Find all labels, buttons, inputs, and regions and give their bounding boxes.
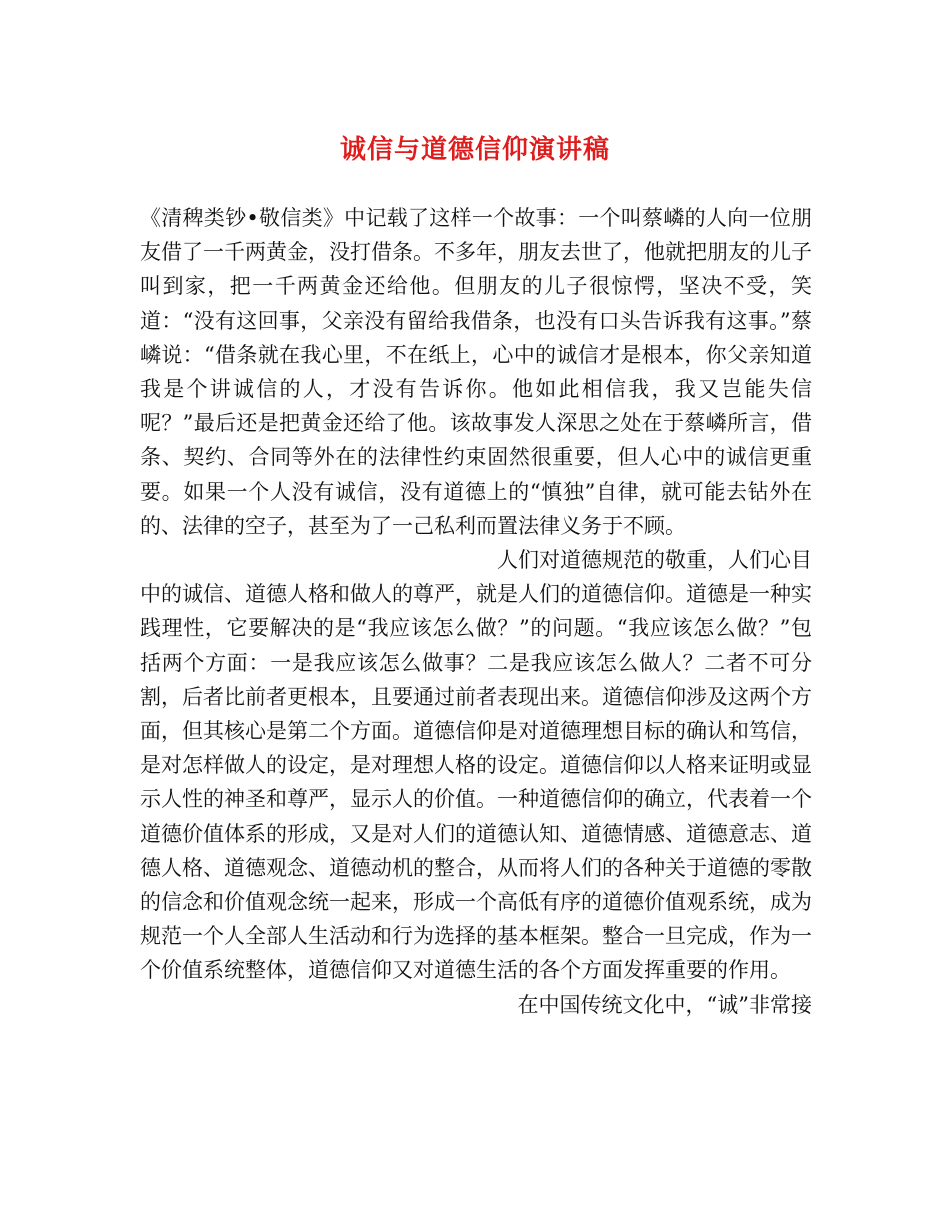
paragraph-moral-belief: 中的诚信、道德人格和做人的尊严，就是人们的道德信仰。道德是一种实践理性，它要解决的是“我应该怎么做？”的问题。“我应该怎么做？”包括两个方面：一是我应该怎么做事？二是我应该怎么做人？二者不可分割，后者比前者更根本，且要通过前者表现出来。道德信仰涉及这两个方面，但其核心是第二个方面。道德信仰是对道德理想目标的确认和笃信，是对怎样做人的设定，是对理想人格的设定。道德信仰以人格来证明或显示人性的神圣和尊严，显示人的价值。一种道德信仰的确立，代表着一个道德价值体系的形成，又是对人们的道德认知、道德情感、道德意志、道德人格、道德观念、道德动机的整合，从而将人们的各种关于道德的零散的信念和价值观念统一起来，形成一个高低有序的道德价值观系统，成为规范一个人全部人生活动和行为选择的基本框架。整合一旦完成，作为一个价值系统整体，道德信仰又对道德生活的各个方面发挥重要的作用。 (140, 582, 812, 983)
paragraph-fragment-start: 人们对道德规范的敬重，人们心目 (497, 548, 812, 573)
document-title: 诚信与道德信仰演讲稿 (339, 135, 610, 165)
document-body (140, 201, 812, 1022)
paragraph-story: 《清稗类钞•敬信类》中记载了这样一个故事：一个叫蔡嶙的人向一位朋友借了一千两黄金，没打借条。不多年，朋友去世了，他就把朋友的儿子叫到家，把一千两黄金还给他。但朋友的儿子很惊愕，坚决不受，笑道：“没有这回事，父亲没有留给我借条，也没有口头告诉我有这事。”蔡嶙说：“借条就在我心里，不在纸上，心中的诚信才是根本，你父亲知道我是个讲诚信的人，才没有告诉你。他如此相信我，我又岂能失信呢？”最后还是把黄金还给了他。该故事发人深思之处在于蔡嶙所言，借条、契约、合同等外在的法律性约束固然很重要，但人心中的诚信更重要。如果一个人没有诚信，没有道德上的“慎独”自律，就可能去钻外在的、法律的空子，甚至为了一己私利而置法律义务于不顾。 (140, 206, 812, 538)
paragraph-traditional-culture: 在中国传统文化中，“诚”非常接 (517, 992, 812, 1017)
